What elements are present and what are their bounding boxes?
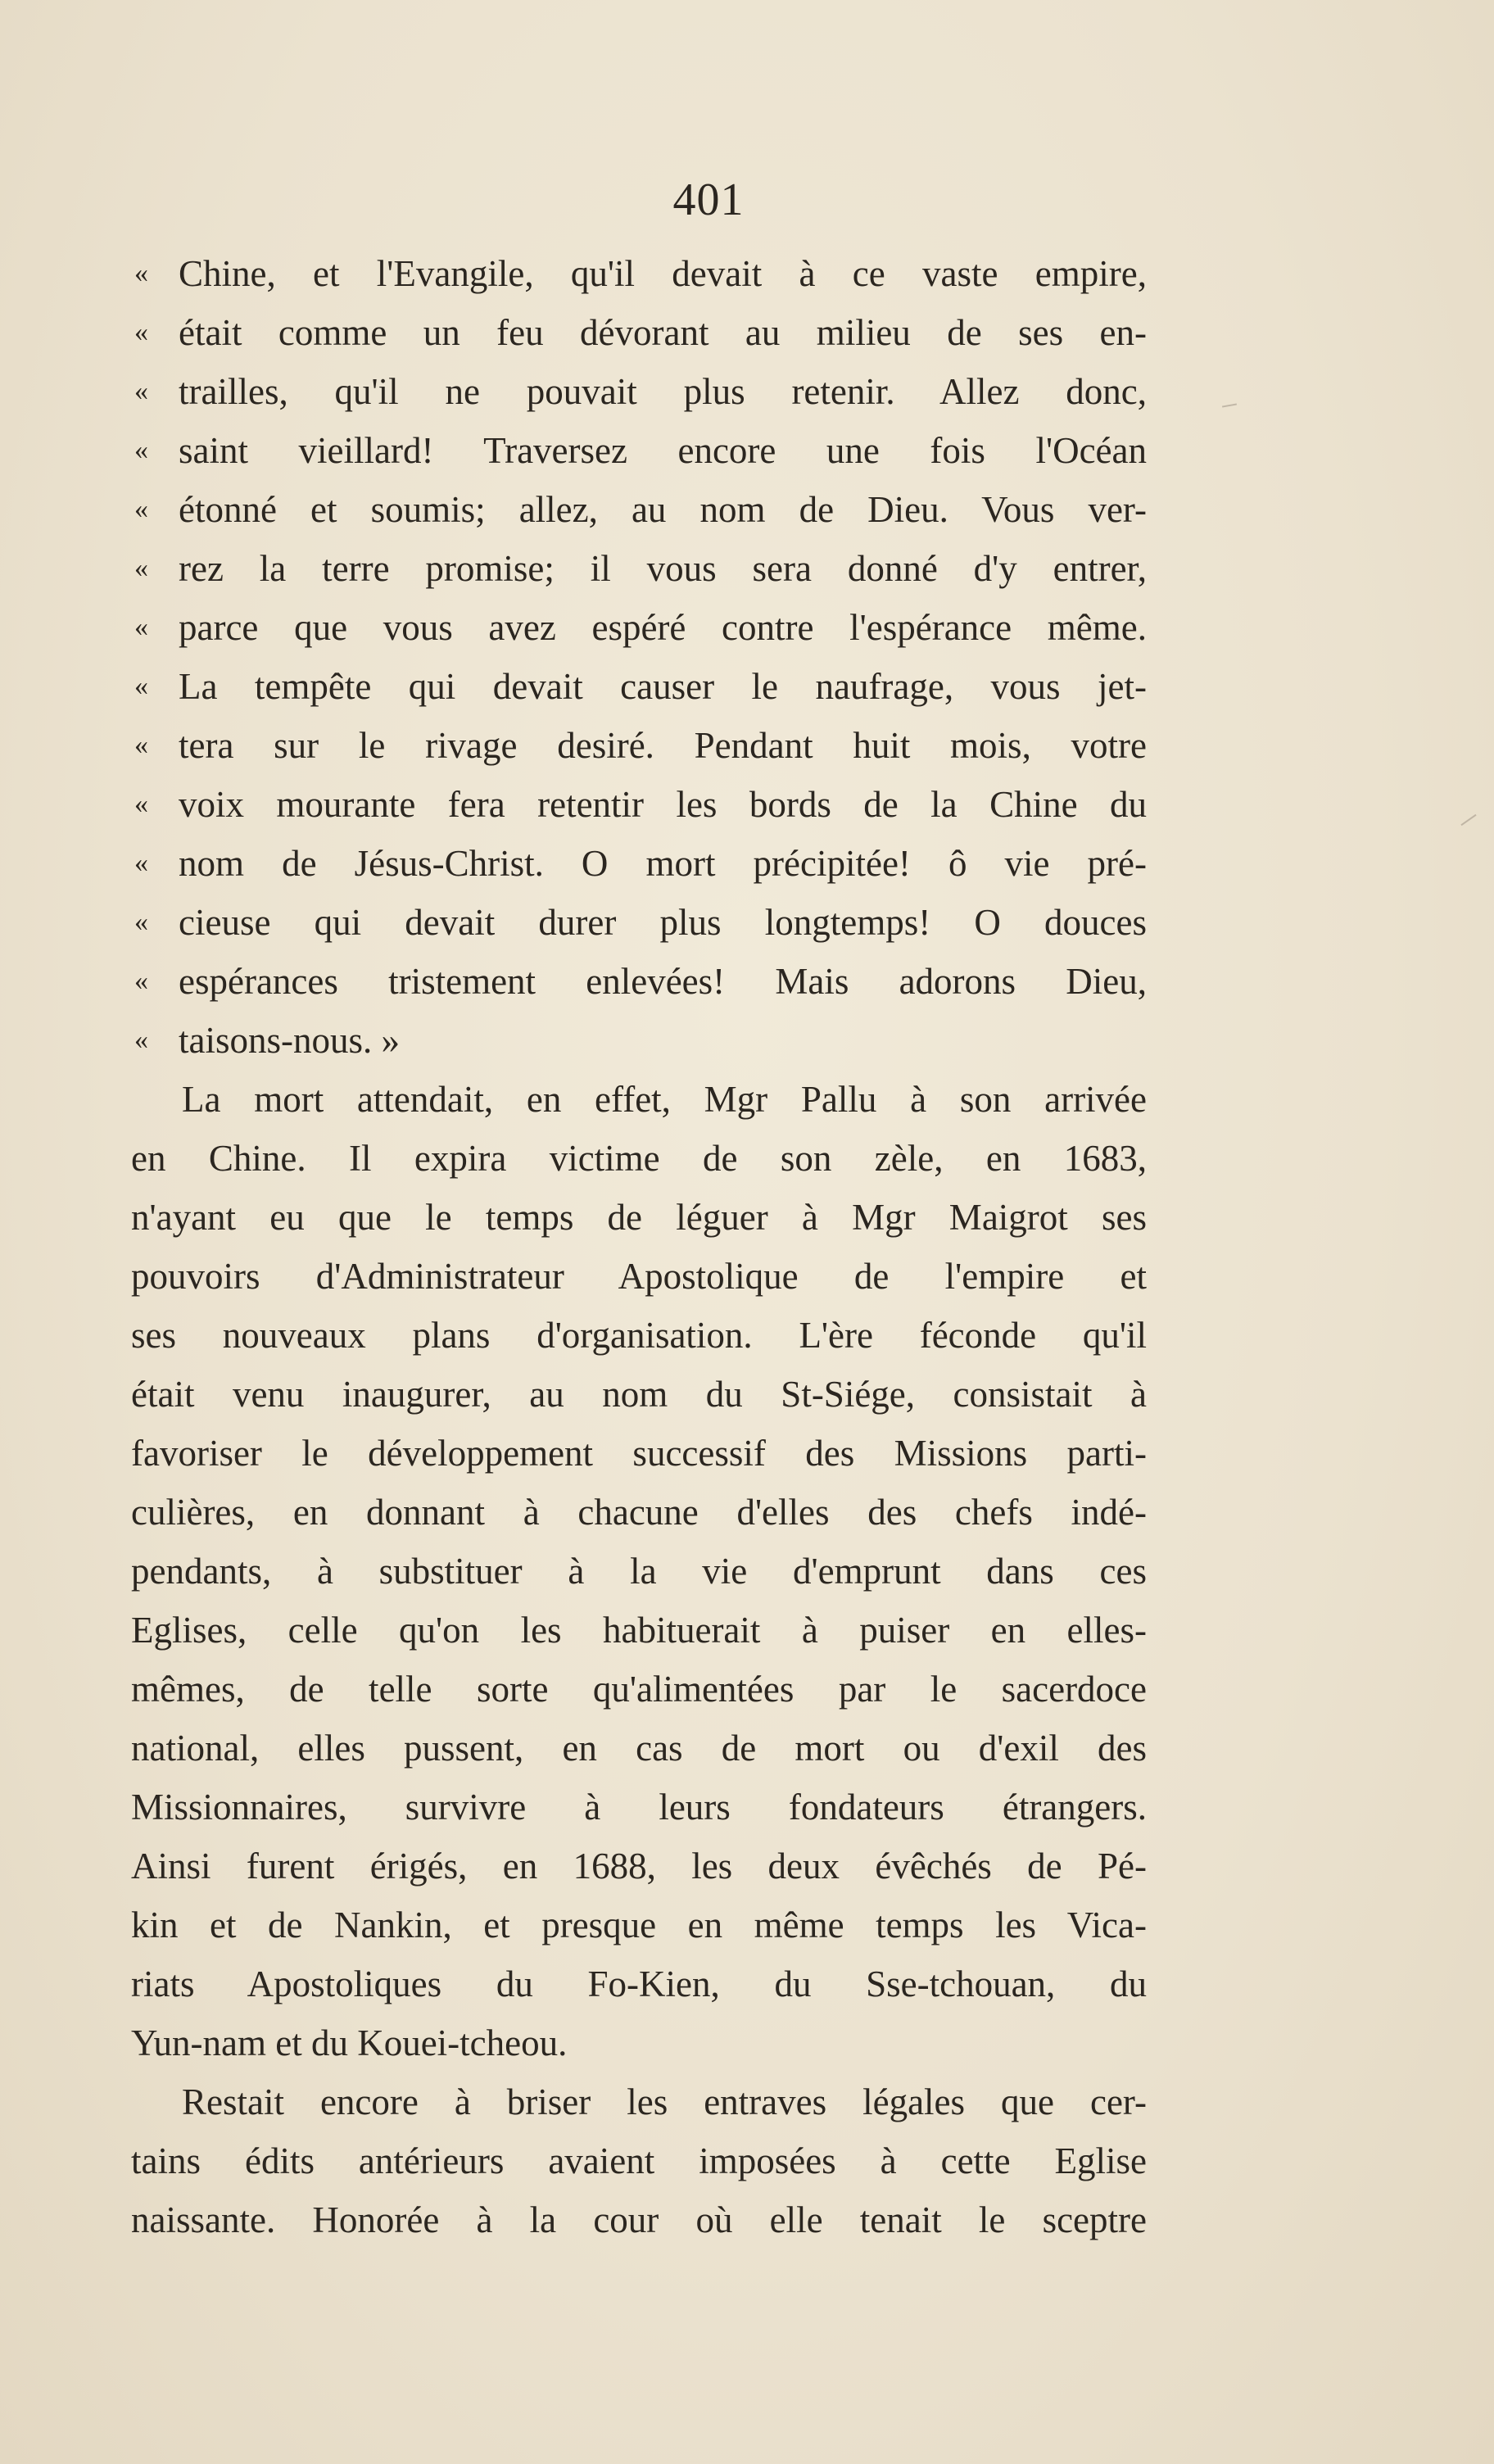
line-text: espérances tristement enlevées! Mais adorons Dieu, [179, 961, 1147, 1002]
text-line [131, 1011, 1147, 1070]
guillemet-mark: « [134, 435, 148, 465]
guillemet-mark: « [134, 789, 148, 819]
text-line: était venu inaugurer, au nom du St-Siége, consistait à [131, 1374, 1147, 1415]
line-text: était comme un feu dévorant au milieu de ses en- [179, 312, 1147, 353]
line-text: parce que vous avez espéré contre l'espérance même. [179, 607, 1147, 648]
line-text: étonné et soumis; allez, au nom de Dieu. Vous ver- [179, 489, 1147, 530]
text-line: culières, en donnant à chacune d'elles des chefs indé- [131, 1492, 1147, 1533]
text-line: Eglises, celle qu'on les habituerait à puiser en elles- [131, 1610, 1147, 1651]
text-line: naissante. Honorée à la cour où elle tenait le sceptre [131, 2199, 1147, 2240]
guillemet-mark: « [134, 317, 148, 347]
line-text: taisons-nous. » [179, 1020, 400, 1061]
guillemet-mark: « [134, 553, 148, 583]
text-line: national, elles pussent, en cas de mort ou d'exil des [131, 1728, 1147, 1769]
text-line [131, 775, 1147, 834]
text-line: pendants, à substituer à la vie d'emprunt dans ces [131, 1551, 1147, 1592]
guillemet-mark: « [134, 671, 148, 701]
text-line [131, 952, 1147, 1011]
text-line [131, 480, 1147, 539]
guillemet-mark: « [134, 494, 148, 524]
guillemet-mark: « [134, 966, 148, 996]
guillemet-mark: « [134, 376, 148, 406]
guillemet-mark: « [134, 612, 148, 642]
text-line: mêmes, de telle sorte qu'alimentées par le sacerdoce [131, 1669, 1147, 1710]
line-text: voix mourante fera retentir les bords de la Chine du [179, 784, 1147, 825]
line-text: trailles, qu'il ne pouvait plus retenir. Allez donc, [179, 371, 1147, 412]
text-line: tains édits antérieurs avaient imposées à cette Eglise [131, 2140, 1147, 2181]
text-line [131, 244, 1147, 303]
guillemet-mark: « [134, 730, 148, 760]
text-line [131, 716, 1147, 775]
text-line [131, 303, 1147, 362]
text-line: Restait encore à briser les entraves légales que cer- [182, 2081, 1147, 2122]
guillemet-mark: « [134, 258, 148, 288]
margin-mark [1222, 403, 1237, 407]
line-text: rez la terre promise; il vous sera donné d'y entrer, [179, 548, 1147, 589]
text-line [131, 893, 1147, 952]
text-line: favoriser le développement successif des Missions parti- [131, 1433, 1147, 1474]
text-line: kin et de Nankin, et presque en même temps les Vica- [131, 1905, 1147, 1945]
body-text [131, 244, 1147, 2249]
line-text: saint vieillard! Traversez encore une fois l'Océan [179, 430, 1147, 471]
text-line [131, 657, 1147, 716]
text-line: pouvoirs d'Administrateur Apostolique de l'empire et [131, 1256, 1147, 1297]
text-line [131, 539, 1147, 598]
text-line: riats Apostoliques du Fo-Kien, du Sse-tchouan, du [131, 1964, 1147, 2004]
text-line: Missionnaires, survivre à leurs fondateurs étrangers. [131, 1787, 1147, 1828]
line-text: La tempête qui devait causer le naufrage, vous jet- [179, 666, 1147, 707]
text-line [131, 421, 1147, 480]
text-line: n'ayant eu que le temps de léguer à Mgr Maigrot ses [131, 1197, 1147, 1238]
guillemet-mark: « [134, 1025, 148, 1055]
line-text: cieuse qui devait durer plus longtemps! O douces [179, 902, 1147, 943]
text-line [131, 598, 1147, 657]
text-line: en Chine. Il expira victime de son zèle, en 1683, [131, 1138, 1147, 1179]
line-text: tera sur le rivage desiré. Pendant huit mois, votre [179, 725, 1147, 766]
text-line: Yun-nam et du Kouei-tcheou. [131, 2022, 568, 2063]
text-line [131, 362, 1147, 421]
text-line: Ainsi furent érigés, en 1688, les deux évêchés de Pé- [131, 1846, 1147, 1886]
page-number: 401 [672, 174, 745, 225]
guillemet-mark: « [134, 907, 148, 937]
text-line: ses nouveaux plans d'organisation. L'ère féconde qu'il [131, 1315, 1147, 1356]
line-text: Chine, et l'Evangile, qu'il devait à ce vaste empire, [179, 253, 1147, 294]
text-line [131, 834, 1147, 893]
guillemet-mark: « [134, 848, 148, 878]
text-line: La mort attendait, en effet, Mgr Pallu à son arrivée [182, 1079, 1147, 1120]
margin-mark [1460, 814, 1476, 826]
line-text: nom de Jésus-Christ. O mort précipitée! ô vie pré- [179, 843, 1147, 884]
